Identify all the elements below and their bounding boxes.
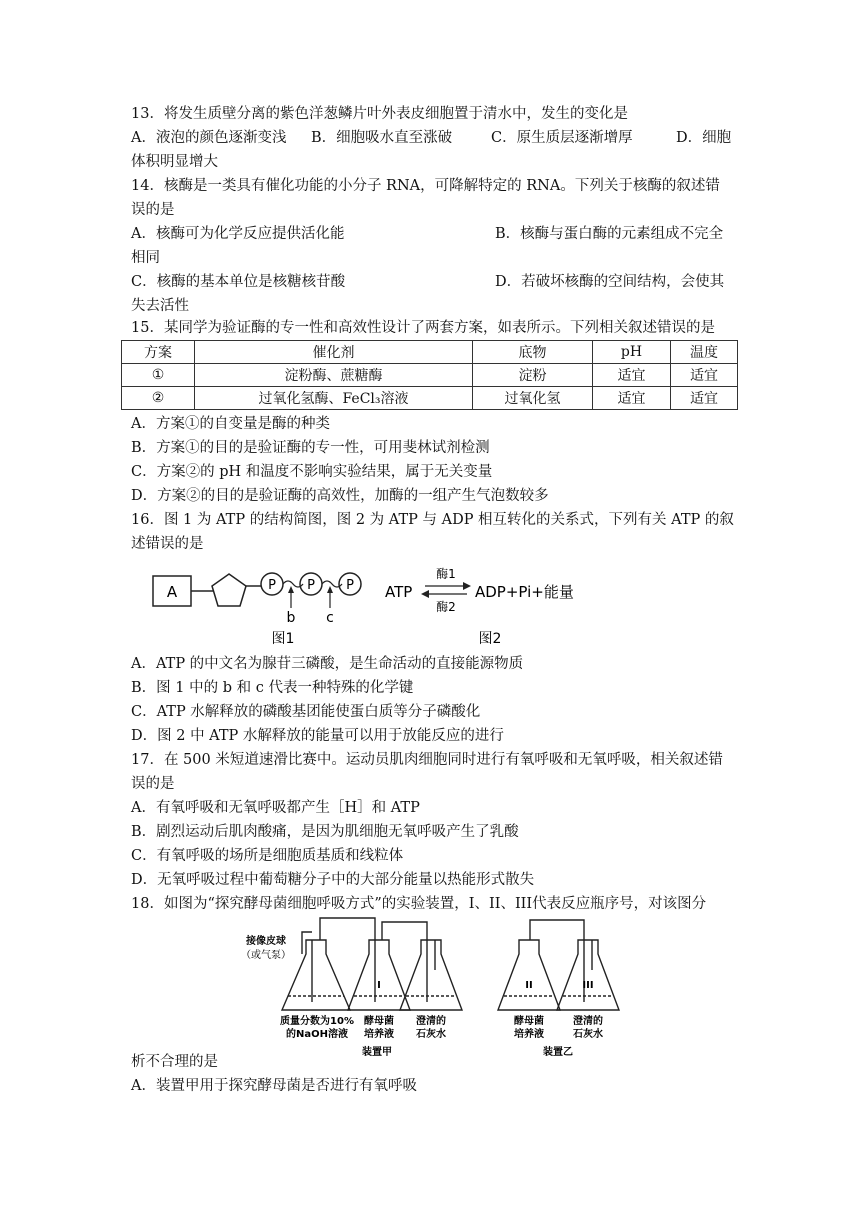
q16-option-b: B．图 1 中的 b 和 c 代表一种特殊的化学键 [131, 680, 414, 696]
flask5-number: III [582, 980, 594, 991]
table-cell: 适宜 [671, 364, 738, 387]
table-header: pH [593, 341, 671, 364]
flask2-label-1: 酵母菌 [364, 1016, 394, 1027]
q14-option-b: B．核酶与蛋白酶的元素组成不完全 [495, 226, 724, 242]
phosphate-label-3: P [346, 578, 354, 593]
flask3-label-1: 澄清的 [416, 1016, 446, 1027]
table-cell: 适宜 [671, 387, 738, 410]
q13-option-c: C．原生质层逐渐增厚 [491, 130, 633, 146]
q17-stem-line2: 误的是 [131, 776, 175, 792]
q14-option-d: D．若破坏核酶的空间结构，会使其 [495, 274, 725, 290]
flask2-label-2: 培养液 [364, 1029, 394, 1040]
ribose-pentagon [212, 574, 246, 606]
flask4-number: II [525, 980, 533, 991]
flask2-number: I [377, 980, 381, 991]
flask4-label-1: 酵母菌 [514, 1016, 544, 1027]
flask5-label-2: 石灰水 [573, 1029, 603, 1040]
q15-option-d: D．方案②的目的是验证酶的高效性，加酶的一组产生气泡数较多 [131, 488, 549, 504]
table-cell: 适宜 [593, 364, 671, 387]
q15-stem: 15．某同学为验证酶的专一性和高效性设计了两套方案，如表所示。下列相关叙述错误的是 [131, 320, 715, 336]
flask-5 [557, 940, 619, 1010]
table-header: 方案 [122, 341, 195, 364]
flask4-label-2: 培养液 [514, 1029, 544, 1040]
table-header: 底物 [473, 341, 593, 364]
yeast-respiration-apparatus [232, 910, 632, 1060]
q14-option-a: A．核酶可为化学反应提供活化能 [131, 226, 345, 242]
q15-option-c: C．方案②的 pH 和温度不影响实验结果，属于无关变量 [131, 464, 493, 480]
table-cell: ② [122, 387, 195, 410]
tube-2-3 [382, 922, 427, 1002]
q13-option-d: D．细胞 [676, 130, 732, 146]
fig2-enzyme1: 酶1 [436, 567, 456, 581]
fig2-enzyme2: 酶2 [436, 600, 456, 614]
q14-option-d-wrap: 失去活性 [131, 298, 189, 314]
q13-options [131, 128, 731, 148]
fig2-products: ADP+Pi+能量 [475, 583, 574, 601]
pump-label-1: 接像皮球 [246, 936, 286, 947]
phosphate-label-1: P [268, 578, 276, 593]
q14-stem-line1: 14．核酶是一类具有催化功能的小分子 RNA，可降解特定的 RNA。下列关于核酶的叙述错 [131, 178, 720, 194]
q17-option-c: C．有氧呼吸的场所是细胞质基质和线粒体 [131, 848, 404, 864]
flask5-label-1: 澄清的 [573, 1016, 603, 1027]
q17-option-d: D．无氧呼吸过程中葡萄糖分子中的大部分能量以热能形式散失 [131, 872, 535, 888]
fig2-caption: 图2 [478, 631, 502, 647]
flask1-label-2: 的NaOH溶液 [286, 1029, 348, 1040]
q16-option-a: A．ATP 的中文名为腺苷三磷酸，是生命活动的直接能源物质 [131, 656, 524, 672]
flask-3 [400, 940, 462, 1010]
q13-option-wrap: 体积明显增大 [131, 154, 218, 170]
table-cell: 淀粉 [473, 364, 593, 387]
q13-option-b: B．细胞吸水直至涨破 [311, 130, 453, 146]
table-header: 催化剂 [195, 341, 473, 364]
q17-option-b: B．剧烈运动后肌肉酸痛，是因为肌细胞无氧呼吸产生了乳酸 [131, 824, 519, 840]
q16-option-c: C．ATP 水解释放的磷酸基团能使蛋白质等分子磷酸化 [131, 704, 481, 720]
q14-option-c: C．核酶的基本单位是核糖核苷酸 [131, 274, 346, 290]
pump-inlet-tube [302, 932, 312, 954]
flask-4 [498, 940, 560, 1010]
q14-stem-line2: 误的是 [131, 202, 175, 218]
table-cell: 过氧化氢酶、FeCl₃溶液 [195, 387, 473, 410]
table-cell: 淀粉酶、蔗糖酶 [195, 364, 473, 387]
q16-option-d: D．图 2 中 ATP 水解释放的能量可以用于放能反应的进行 [131, 728, 504, 744]
apparatus-b-caption: 装置乙 [543, 1047, 573, 1058]
table-header-row [122, 341, 738, 364]
flask1-label-1: 质量分数为10% [280, 1016, 354, 1027]
apparatus-a-caption: 装置甲 [362, 1047, 392, 1058]
table-cell: 适宜 [593, 387, 671, 410]
flask-2 [348, 940, 410, 1010]
adenine-label: A [166, 583, 178, 601]
q13-option-a: A．液泡的颜色逐渐变浅 [131, 130, 287, 146]
q15-option-b: B．方案①的目的是验证酶的专一性，可用斐林试剂检测 [131, 440, 490, 456]
table-row [122, 387, 738, 410]
q15-option-a: A．方案①的自变量是酶的种类 [131, 416, 330, 432]
q14-option-b-wrap: 相同 [131, 250, 160, 266]
label-b: b [286, 610, 296, 626]
q18-stem-line2: 析不合理的是 [131, 1054, 218, 1070]
flask-1 [282, 940, 350, 1010]
table-cell: ① [122, 364, 195, 387]
q18-option-a: A．装置甲用于探究酵母菌是否进行有氧呼吸 [131, 1078, 417, 1094]
table-cell: 过氧化氢 [473, 387, 593, 410]
table-row [122, 364, 738, 387]
q15-table [121, 340, 738, 410]
fig1-caption: 图1 [271, 631, 295, 647]
pump-label-2: （或气泵） [241, 950, 291, 961]
q16-stem-line2: 述错误的是 [131, 536, 204, 552]
q13-stem: 13．将发生质壁分离的紫色洋葱鳞片叶外表皮细胞置于清水中，发生的变化是 [131, 106, 628, 122]
atp-figures [145, 560, 585, 655]
phosphate-label-2: P [307, 578, 315, 593]
fig2-atp: ATP [385, 583, 413, 601]
q17-option-a: A．有氧呼吸和无氧呼吸都产生［H］和 ATP [131, 800, 420, 816]
q16-stem-line1: 16．图 1 为 ATP 的结构简图，图 2 为 ATP 与 ADP 相互转化的关系式，下列有关 ATP 的叙 [131, 512, 734, 528]
q17-stem-line1: 17．在 500 米短道速滑比赛中。运动员肌肉细胞同时进行有氧呼吸和无氧呼吸，相关叙述错 [131, 752, 723, 768]
q18-stem-line1: 18．如图为“探究酵母菌细胞呼吸方式”的实验装置，I、II、III代表反应瓶序号，对该图分 [131, 896, 707, 912]
flask3-label-2: 石灰水 [416, 1029, 446, 1040]
table-header: 温度 [671, 341, 738, 364]
label-c: c [326, 610, 334, 626]
